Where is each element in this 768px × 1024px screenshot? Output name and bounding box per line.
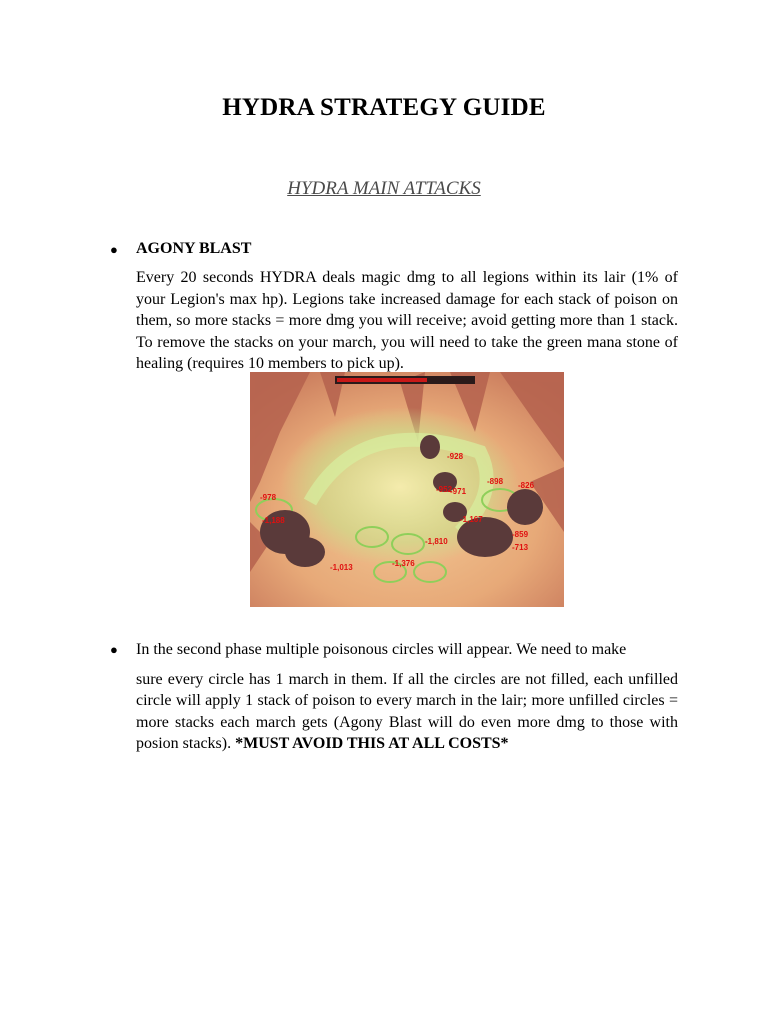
second-phase-paragraph bbox=[136, 639, 678, 755]
agony-blast-paragraph: Every 20 seconds HYDRA deals magic dmg to all legions within its lair (1% of your Legion's max hp). Legions take increased damage for each stack of poison on them, so more stacks = more dmg you will receive; avoid getting more than 1 stack. To remove the stacks on your march, you will need to take the green mana stone of healing (requires 10 members to pick up). bbox=[136, 269, 678, 372]
damage-number: -1,188 bbox=[262, 516, 285, 525]
damage-number: -971 bbox=[450, 487, 467, 496]
game-screenshot bbox=[250, 372, 564, 607]
damage-number: -978 bbox=[260, 493, 277, 502]
page-title: HYDRA STRATEGY GUIDE bbox=[222, 94, 546, 121]
item-heading-agony-blast: AGONY BLAST bbox=[136, 240, 252, 257]
damage-number: -1,013 bbox=[330, 563, 353, 572]
section-heading: HYDRA MAIN ATTACKS bbox=[287, 178, 481, 199]
must-avoid-emphasis: *MUST AVOID THIS AT ALL COSTS* bbox=[235, 735, 509, 752]
damage-number: -928 bbox=[447, 452, 464, 461]
second-phase-text: sure every circle has 1 march in them. If all the circles are not filled, each unfilled circle will apply 1 stack of poison to every march in the lair; more unfilled circles = more stacks each march gets (Agony Blast will do even more dmg to those with posion stacks). bbox=[136, 670, 678, 752]
boss-healthbar-fill bbox=[337, 378, 427, 382]
second-phase-first-line: In the second phase multiple poisonous circles will appear. We need to make bbox=[136, 641, 627, 658]
game-screenshot-illustration bbox=[250, 372, 564, 607]
damage-number: -952 bbox=[436, 485, 453, 494]
bullet-icon: ● bbox=[110, 642, 118, 657]
damage-number: -859 bbox=[512, 530, 529, 539]
damage-number: -1,167 bbox=[460, 515, 483, 524]
damage-number: -898 bbox=[487, 477, 504, 486]
damage-number: -1,376 bbox=[392, 559, 415, 568]
damage-number: -713 bbox=[512, 543, 529, 552]
damage-number: -1,810 bbox=[425, 537, 448, 546]
damage-number: -826 bbox=[518, 481, 535, 490]
bullet-icon: ● bbox=[110, 242, 118, 257]
